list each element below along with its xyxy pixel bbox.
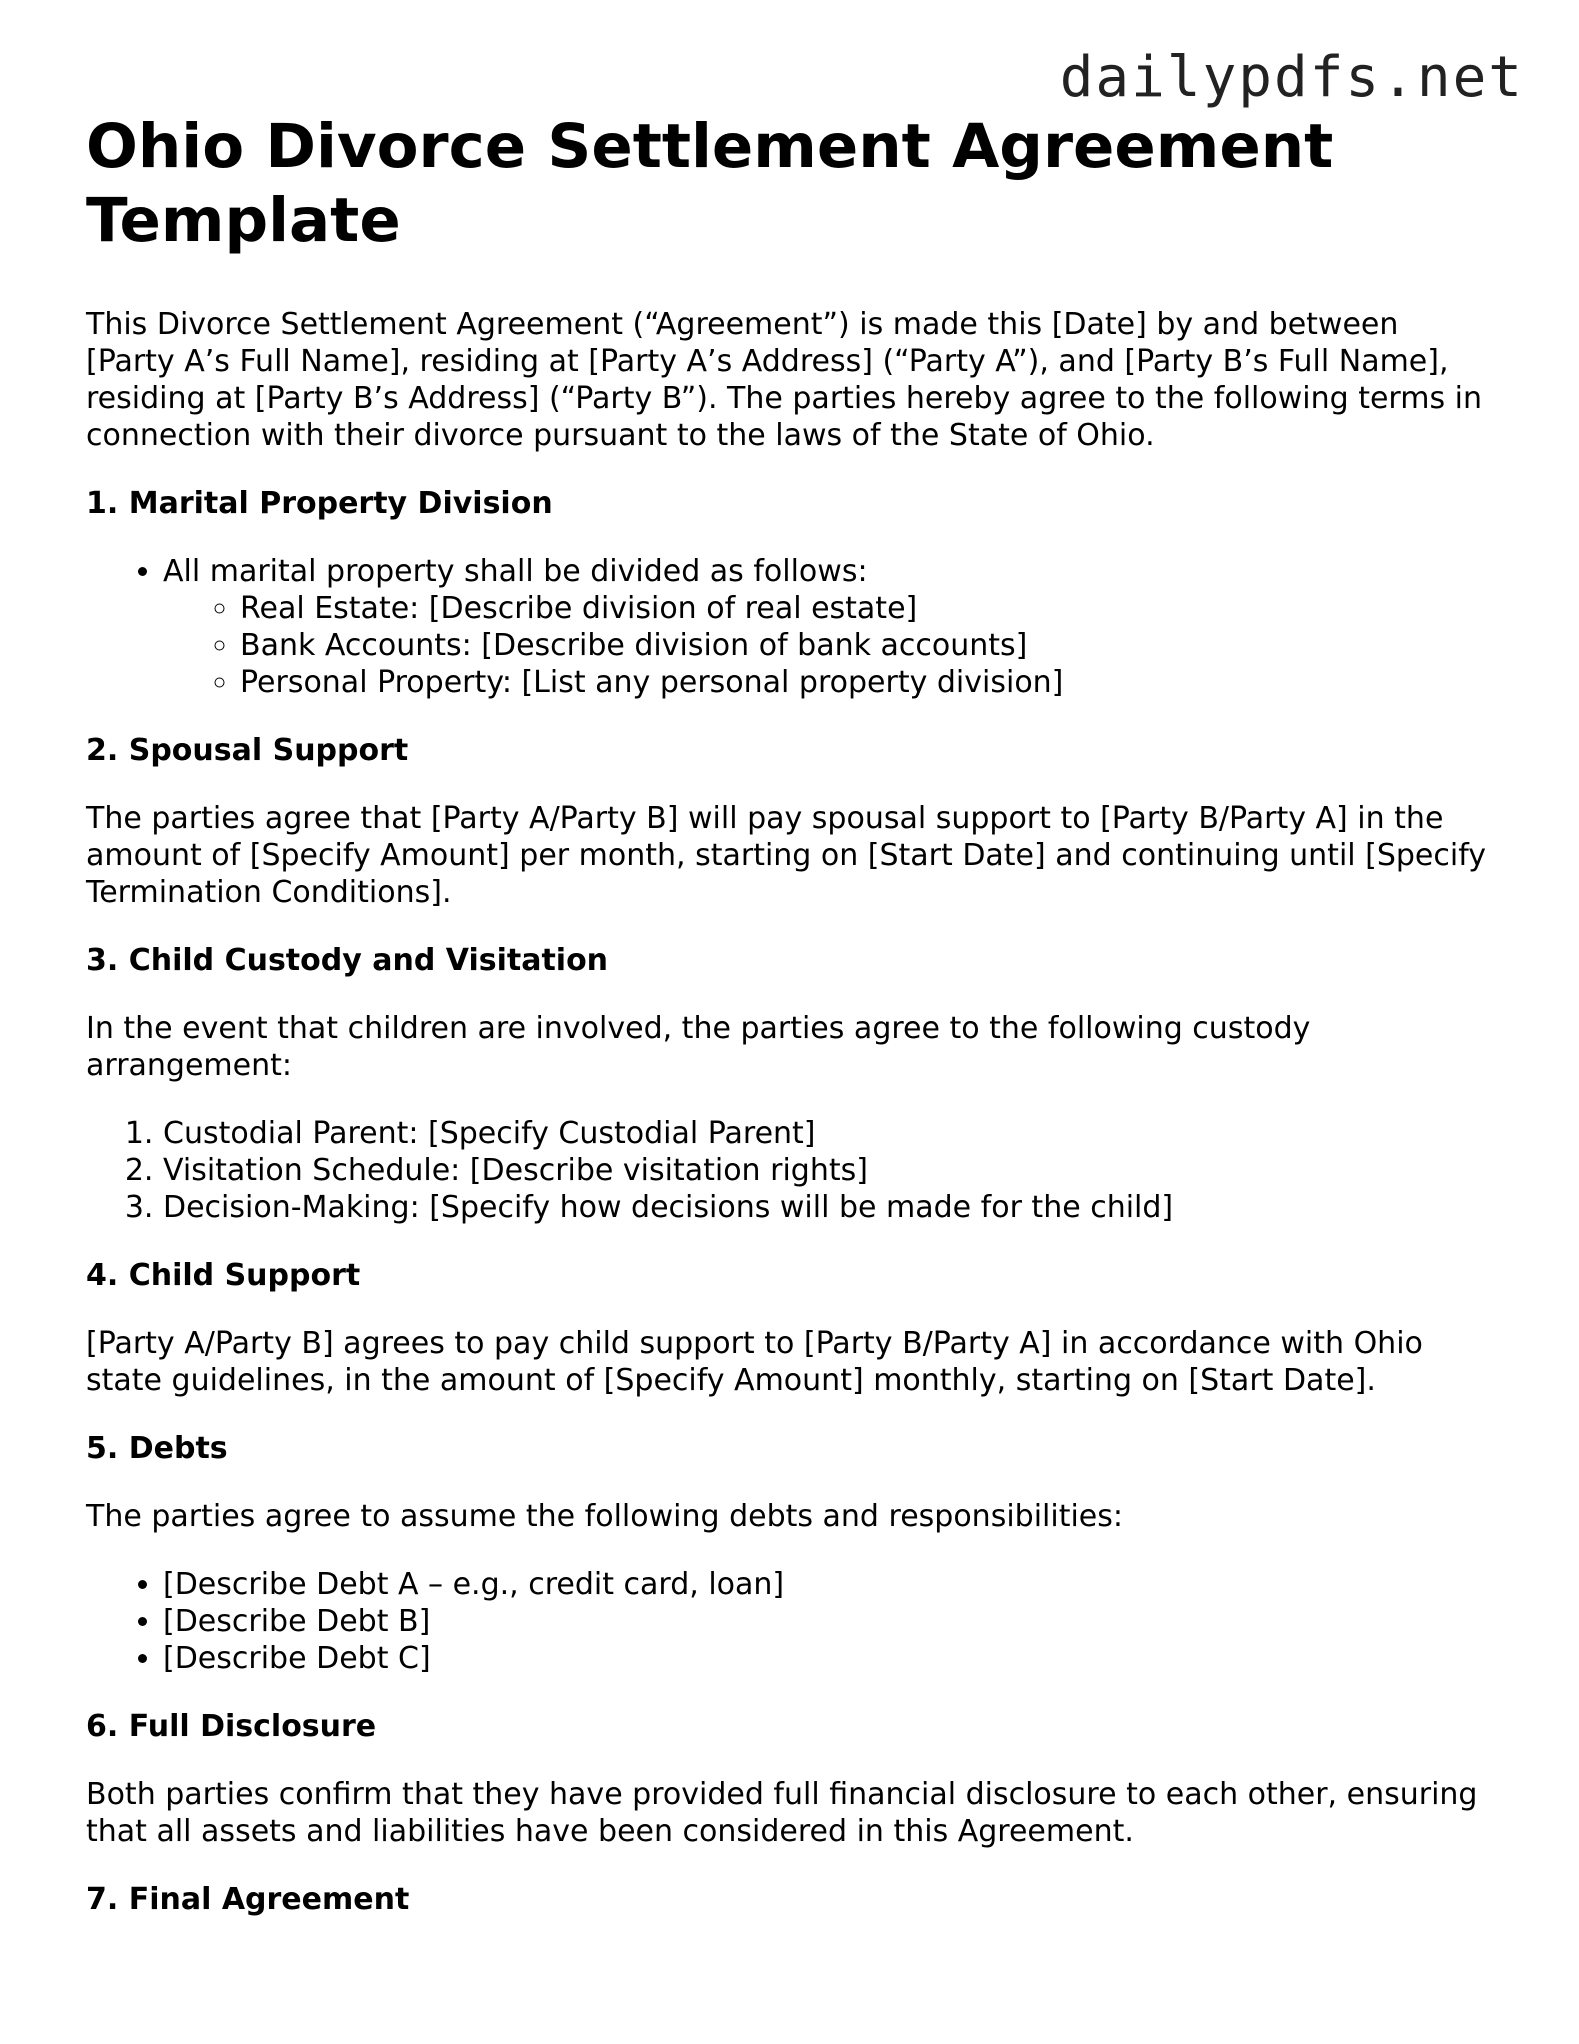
spousal-support-paragraph: The parties agree that [Party A/Party B] will pay spousal support to [Party B/Party A] in the amount of [Specify Amount] per month, starting on [Start Date] and continuing until [Specify Termination Conditions].	[86, 801, 1487, 910]
document-body	[86, 110, 1496, 1949]
section-heading-spousal-support: 2. Spousal Support	[86, 733, 409, 768]
section-heading-debts: 5. Debts	[86, 1431, 228, 1466]
watermark: dailypdfs.net	[1059, 45, 1524, 110]
section-heading-child-support: 4. Child Support	[86, 1258, 361, 1293]
intro-paragraph: This Divorce Settlement Agreement (“Agreement”) is made this [Date] by and between [Party A’s Full Name], residing at [Party A’s Address] (“Party A”), and [Party B’s Full Name], residing at [Party B’s Address] (“Party B”). The parties hereby agree to the following terms in connection with their divorce pursuant to the laws of the State of Ohio.	[86, 307, 1482, 453]
debts-list	[86, 1566, 1496, 1677]
property-list	[86, 553, 1496, 701]
section-heading-custody: 3. Child Custody and Visitation	[86, 943, 609, 978]
page-title: Ohio Divorce Settlement Agreement Template	[86, 111, 1334, 256]
list-item: 2. Visitation Schedule: [Describe visitation rights]	[163, 1152, 1496, 1189]
list-item	[163, 553, 1496, 701]
list-item: ◦ Real Estate: [Describe division of real estate]	[240, 590, 1496, 627]
property-list-intro: All marital property shall be divided as follows:	[163, 554, 868, 589]
list-item: 1. Custodial Parent: [Specify Custodial Parent]	[163, 1115, 1496, 1152]
custody-list	[86, 1115, 1496, 1226]
section-heading-final-agreement: 7. Final Agreement	[86, 1882, 410, 1917]
list-item: 3. Decision-Making: [Specify how decisions will be made for the child]	[163, 1189, 1496, 1226]
disclosure-paragraph: Both parties confirm that they have provided full financial disclosure to each other, ensuring that all assets and liabilities have been considered in this Agreement.	[86, 1777, 1478, 1849]
debts-paragraph: The parties agree to assume the following debts and responsibilities:	[86, 1499, 1123, 1534]
section-heading-disclosure: 6. Full Disclosure	[86, 1709, 377, 1744]
list-item: ◦ Bank Accounts: [Describe division of bank accounts]	[240, 627, 1496, 664]
custody-paragraph: In the event that children are involved, the parties agree to the following custody arrangement:	[86, 1011, 1311, 1083]
list-item: • [Describe Debt C]	[163, 1640, 1496, 1677]
list-item: • [Describe Debt A – e.g., credit card, loan]	[163, 1566, 1496, 1603]
section-heading-property: 1. Marital Property Division	[86, 486, 553, 521]
child-support-paragraph: [Party A/Party B] agrees to pay child support to [Party B/Party A] in accordance with Ohio state guidelines, in the amount of [Specify Amount] monthly, starting on [Start Date].	[86, 1326, 1423, 1398]
property-sublist	[163, 590, 1496, 701]
list-item: • [Describe Debt B]	[163, 1603, 1496, 1640]
list-item: ◦ Personal Property: [List any personal property division]	[240, 664, 1496, 701]
